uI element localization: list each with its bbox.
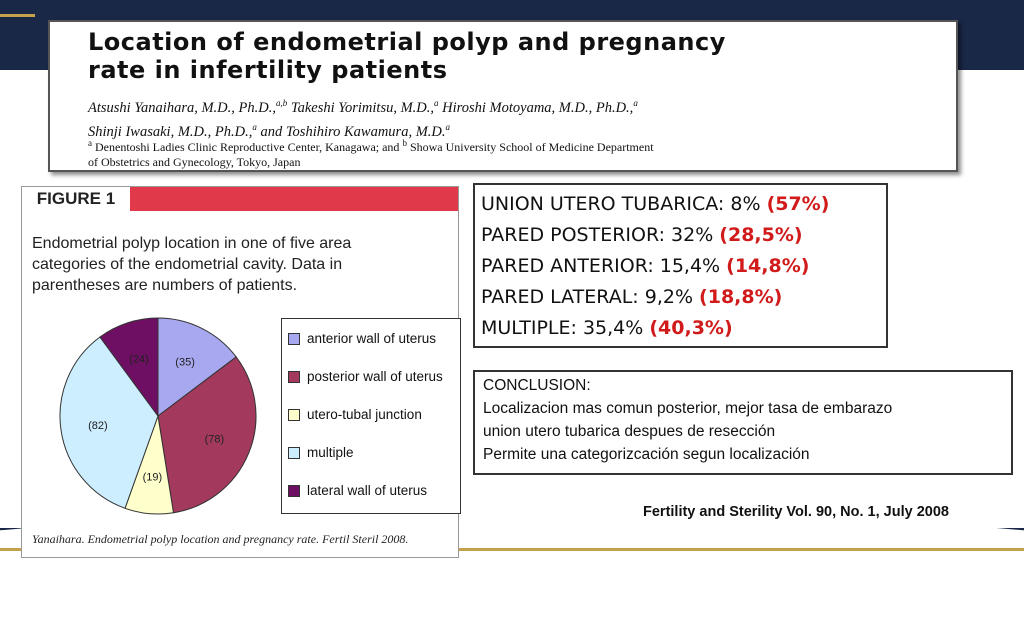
legend-label-1: posterior wall of uterus <box>307 369 443 384</box>
legend-item-4 <box>288 483 427 498</box>
legend-label-4: lateral wall of uterus <box>307 483 428 498</box>
result-line-2 <box>481 224 803 246</box>
caption-line3: parentheses are numbers of patients. <box>32 277 298 294</box>
author-5: and Toshihiro Kawamura, M.D. <box>260 123 446 140</box>
paper-title-line2: rate in infertility patients <box>88 56 448 84</box>
legend-item-1 <box>288 369 443 384</box>
caption-line2: categories of the endometrial cavity. Data in <box>32 256 343 273</box>
pie-label-3: (82) <box>88 419 108 432</box>
author-2: Takeshi Yorimitsu, M.D., <box>290 99 435 116</box>
conclusion-line1: Localizacion mas comun posterior, mejor tasa de embarazo <box>483 400 893 417</box>
result-line-4 <box>481 286 782 308</box>
paper-authors <box>88 94 948 142</box>
conclusion-line2: union utero tubarica despues de resección <box>483 423 776 440</box>
author-1: Atsushi Yanaihara, M.D., Ph.D., <box>88 99 276 116</box>
affil-line1b: Showa University School of Medicine Department <box>409 140 654 154</box>
results-box <box>473 183 888 348</box>
author-5-sup: a <box>445 121 450 132</box>
pie-label-1: (78) <box>204 433 225 446</box>
result-3-text: PARED ANTERIOR: 15,4% <box>481 255 727 277</box>
result-2-value: (28,5%) <box>719 224 803 246</box>
result-5-text: MULTIPLE: 35,4% <box>481 317 650 339</box>
result-line-1 <box>481 193 829 215</box>
legend-item-3 <box>288 445 354 460</box>
result-4-value: (18,8%) <box>699 286 783 308</box>
pie-chart <box>58 316 258 516</box>
author-4-sup: a <box>252 121 257 132</box>
conclusion-line3: Permite una categorizcación segun localización <box>483 446 810 463</box>
paper-affiliations <box>88 136 948 170</box>
author-2-sup: a <box>434 98 439 108</box>
figure-footer: Yanaihara. Endometrial polyp location and pregnancy rate. Fertil Steril 2008. <box>32 532 409 546</box>
figure-caption <box>32 233 442 296</box>
conclusion-box <box>473 370 1013 475</box>
figure-panel <box>21 186 459 558</box>
legend-swatch-4 <box>288 485 300 497</box>
journal-citation: Fertility and Sterility Vol. 90, No. 1, July 2008 <box>643 504 949 520</box>
pie-label-2: (19) <box>142 471 163 484</box>
caption-line1: Endometrial polyp location in one of five area <box>32 235 352 252</box>
affil-sup-b: b <box>402 138 407 148</box>
paper-title-line1: Location of endometrial polyp and pregnancy <box>88 28 726 56</box>
legend-item-0 <box>288 331 436 346</box>
paper-title <box>88 28 908 84</box>
result-3-value: (14,8%) <box>726 255 810 277</box>
legend-swatch-2 <box>288 409 300 421</box>
legend-swatch-1 <box>288 371 300 383</box>
legend-swatch-3 <box>288 447 300 459</box>
legend-label-0: anterior wall of uterus <box>307 331 437 346</box>
affil-sup-a: a <box>88 138 92 148</box>
conclusion-heading: CONCLUSION: <box>483 377 591 394</box>
legend-label-2: utero-tubal junction <box>307 407 422 422</box>
legend-label-3: multiple <box>307 445 354 460</box>
affil-line2: of Obstetrics and Gynecology, Tokyo, Japan <box>88 155 301 169</box>
author-3: Hiroshi Motoyama, M.D., Ph.D., <box>442 99 634 116</box>
author-3-sup: a <box>633 98 638 108</box>
pie-label-0: (35) <box>175 356 195 369</box>
result-5-value: (40,3%) <box>649 317 733 339</box>
result-1-value: (57%) <box>766 193 830 215</box>
author-4: Shinji Iwasaki, M.D., Ph.D., <box>88 123 253 140</box>
pie-legend <box>281 318 461 514</box>
gold-accent-line <box>0 14 35 67</box>
result-2-text: PARED POSTERIOR: 32% <box>481 224 720 246</box>
paper-header-image <box>48 20 958 172</box>
legend-swatch-0 <box>288 333 300 345</box>
result-4-text: PARED LATERAL: 9,2% <box>481 286 700 308</box>
result-line-3 <box>481 255 809 277</box>
figure-label: FIGURE 1 <box>22 187 131 211</box>
legend-item-2 <box>288 407 422 422</box>
affil-line1: Denentoshi Ladies Clinic Reproductive Center, Kanagawa; and <box>95 140 400 154</box>
author-1-sup: a,b <box>275 98 288 108</box>
result-line-5 <box>481 317 733 339</box>
result-1-text: UNION UTERO TUBARICA: 8% <box>481 193 767 215</box>
pie-label-4: (24) <box>129 353 149 366</box>
